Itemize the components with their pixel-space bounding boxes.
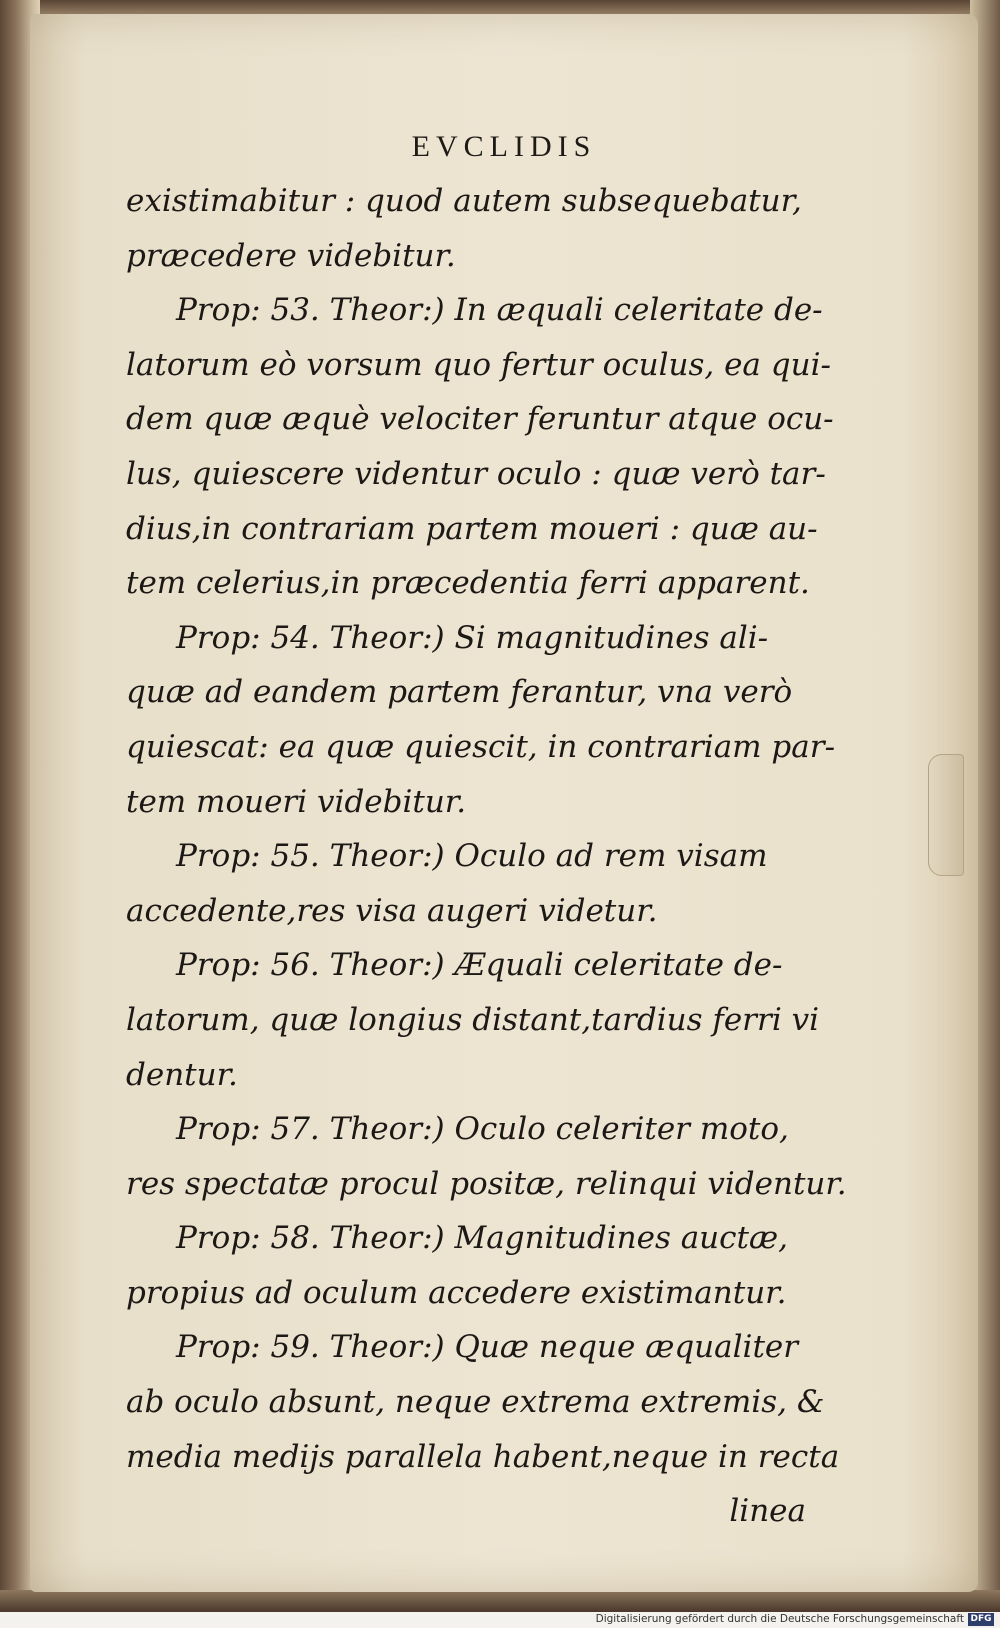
proposition-heading-line: Prop: 53. Theor:) In æquali celeritate de- xyxy=(176,292,823,329)
proposition-heading-line: Prop: 58. Theor:) Magnitudines auctæ, xyxy=(176,1220,788,1257)
text-line: ab oculo absunt, neque extrema extremis, & xyxy=(126,1384,825,1421)
text-line: accedente,res visa augeri videtur. xyxy=(126,892,658,929)
text-line: tem moueri videbitur. xyxy=(126,783,467,820)
text-line: dius,in contrariam partem moueri : quæ au- xyxy=(126,510,818,547)
text-line: præcedere videbitur. xyxy=(126,237,456,274)
page-text xyxy=(126,174,847,1539)
text-line: media medijs parallela habent,neque in recta xyxy=(126,1438,840,1475)
text-line: tem celerius,in præcedentia ferri apparent. xyxy=(126,565,810,602)
page-tab xyxy=(928,754,964,876)
running-head: EVCLIDIS xyxy=(411,130,597,163)
book-page xyxy=(30,14,978,1592)
text-line: quæ ad eandem partem ferantur, vna verò xyxy=(126,674,793,711)
catchword: linea xyxy=(729,1493,806,1530)
text-line: latorum, quæ longius distant,tardius ferri vi xyxy=(126,1001,820,1038)
text-line: dem quæ æquè velociter feruntur atque ocu- xyxy=(126,401,834,438)
text-line: latorum eò vorsum quo fertur oculus, ea qui- xyxy=(126,346,831,383)
text-line: quiescat: ea quæ quiescit, in contrariam par- xyxy=(126,728,836,765)
text-line: propius ad oculum accedere existimantur. xyxy=(126,1274,787,1311)
proposition-heading-line: Prop: 54. Theor:) Si magnitudines ali- xyxy=(176,619,769,656)
proposition-heading-line: Prop: 57. Theor:) Oculo celeriter moto, xyxy=(176,1111,789,1148)
book-edge-bottom xyxy=(0,1590,1000,1612)
proposition-heading-line: Prop: 55. Theor:) Oculo ad rem visam xyxy=(176,838,768,875)
proposition-heading-line: Prop: 56. Theor:) Æquali celeritate de- xyxy=(176,947,783,984)
funding-credit: Digitalisierung gefördert durch die Deutsche Forschungsgemeinschaft xyxy=(595,1613,964,1625)
digitization-footer xyxy=(0,1612,1000,1628)
text-line: res spectatæ procul positæ, relinqui videntur. xyxy=(126,1165,847,1202)
text-line: existimabitur : quod autem subsequebatur, xyxy=(126,183,802,219)
proposition-heading-line: Prop: 59. Theor:) Quæ neque æqualiter xyxy=(176,1329,799,1366)
dfg-logo: DFG xyxy=(968,1613,994,1626)
text-line: lus, quiescere videntur oculo : quæ verò tar- xyxy=(126,455,826,492)
text-line: dentur. xyxy=(126,1056,238,1093)
